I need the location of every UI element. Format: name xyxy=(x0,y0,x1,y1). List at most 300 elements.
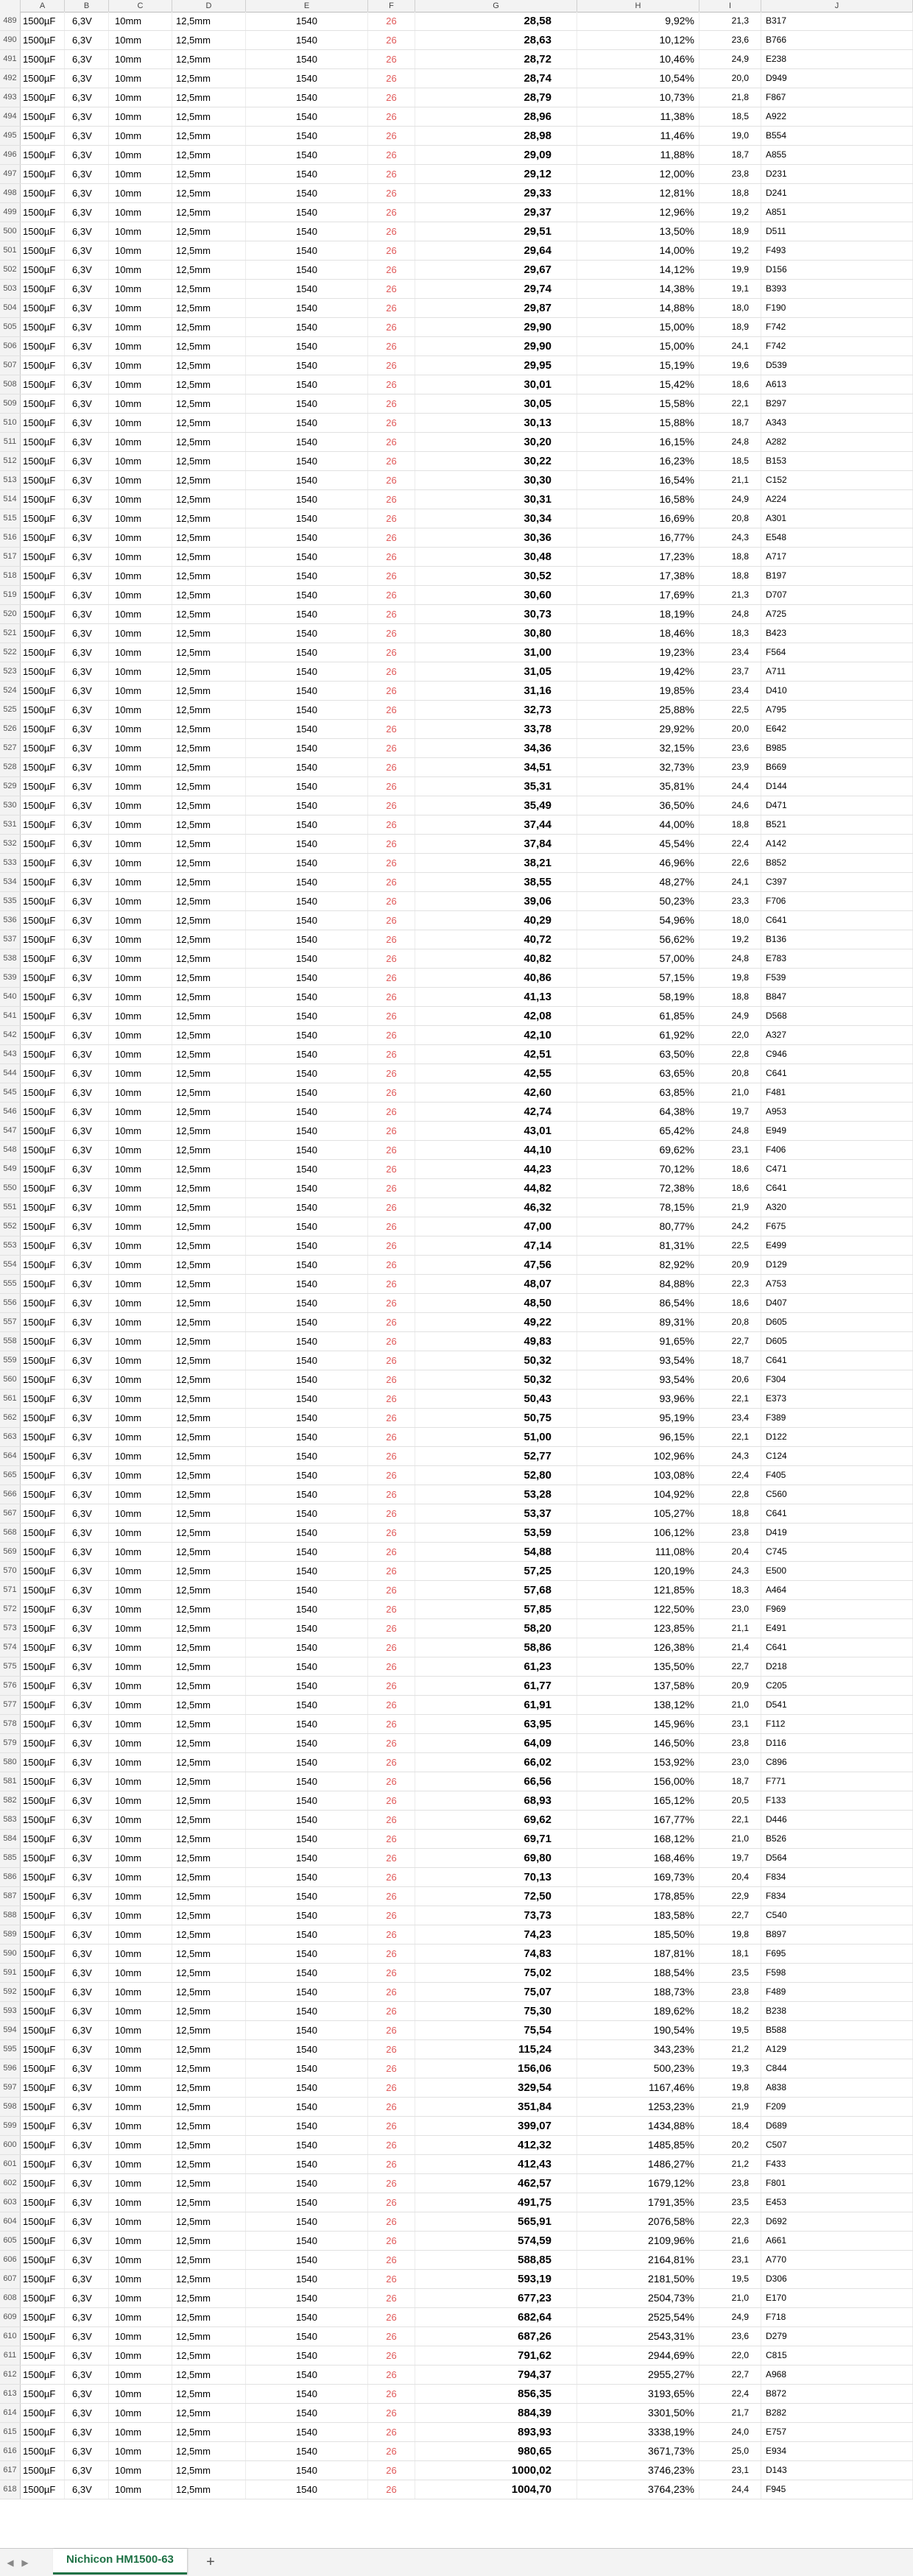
cell-c[interactable]: 10mm xyxy=(109,31,172,49)
cell-b[interactable]: 6,3V xyxy=(65,1964,109,1982)
cell-b[interactable]: 6,3V xyxy=(65,528,109,547)
cell-b[interactable]: 6,3V xyxy=(65,2308,109,2326)
cell-e[interactable]: 1540 xyxy=(246,1217,368,1236)
cell-b[interactable]: 6,3V xyxy=(65,1715,109,1733)
cell-e[interactable]: 1540 xyxy=(246,2385,368,2403)
cell-b[interactable]: 6,3V xyxy=(65,261,109,279)
cell-h[interactable]: 45,54% xyxy=(577,835,699,853)
cell-j[interactable]: D410 xyxy=(761,682,913,700)
cell-d[interactable]: 12,5mm xyxy=(172,414,246,432)
cell-h[interactable]: 82,92% xyxy=(577,1256,699,1274)
cell-e[interactable]: 1540 xyxy=(246,165,368,183)
cell-g[interactable]: 57,68 xyxy=(415,1581,577,1599)
cell-i[interactable]: 18,8 xyxy=(699,184,761,202)
cell-g[interactable]: 491,75 xyxy=(415,2193,577,2212)
row-number[interactable]: 580 xyxy=(0,1753,21,1772)
cell-a[interactable]: 1500µF xyxy=(21,2212,65,2231)
cell-i[interactable]: 23,8 xyxy=(699,1524,761,1542)
cell-b[interactable]: 6,3V xyxy=(65,1696,109,1714)
row-number[interactable]: 516 xyxy=(0,528,21,547)
cell-b[interactable]: 6,3V xyxy=(65,1734,109,1752)
cell-e[interactable]: 1540 xyxy=(246,2078,368,2097)
row-number[interactable]: 583 xyxy=(0,1811,21,1829)
cell-h[interactable]: 78,15% xyxy=(577,1198,699,1217)
cell-c[interactable]: 10mm xyxy=(109,2385,172,2403)
cell-j[interactable]: D707 xyxy=(761,586,913,604)
cell-f[interactable]: 26 xyxy=(368,873,415,891)
cell-i[interactable]: 23,1 xyxy=(699,1141,761,1159)
cell-a[interactable]: 1500µF xyxy=(21,1753,65,1772)
cell-b[interactable]: 6,3V xyxy=(65,1945,109,1963)
cell-b[interactable]: 6,3V xyxy=(65,1160,109,1178)
cell-a[interactable]: 1500µF xyxy=(21,777,65,796)
cell-e[interactable]: 1540 xyxy=(246,471,368,489)
cell-c[interactable]: 10mm xyxy=(109,222,172,241)
cell-f[interactable]: 26 xyxy=(368,1906,415,1925)
cell-e[interactable]: 1540 xyxy=(246,1141,368,1159)
cell-c[interactable]: 10mm xyxy=(109,1447,172,1465)
cell-b[interactable]: 6,3V xyxy=(65,1524,109,1542)
cell-g[interactable]: 42,10 xyxy=(415,1026,577,1044)
cell-e[interactable]: 1540 xyxy=(246,280,368,298)
cell-f[interactable]: 26 xyxy=(368,1466,415,1485)
cell-c[interactable]: 10mm xyxy=(109,1983,172,2001)
cell-d[interactable]: 12,5mm xyxy=(172,50,246,68)
cell-d[interactable]: 12,5mm xyxy=(172,184,246,202)
cell-b[interactable]: 6,3V xyxy=(65,1504,109,1523)
cell-f[interactable]: 26 xyxy=(368,337,415,355)
cell-h[interactable]: 3338,19% xyxy=(577,2423,699,2441)
row-number[interactable]: 559 xyxy=(0,1351,21,1370)
cell-c[interactable]: 10mm xyxy=(109,1734,172,1752)
cell-f[interactable]: 26 xyxy=(368,490,415,509)
cell-j[interactable]: D568 xyxy=(761,1007,913,1025)
cell-e[interactable]: 1540 xyxy=(246,12,368,30)
column-header-j[interactable]: J xyxy=(761,0,913,12)
cell-j[interactable]: D306 xyxy=(761,2270,913,2288)
cell-f[interactable]: 26 xyxy=(368,548,415,566)
cell-f[interactable]: 26 xyxy=(368,1390,415,1408)
cell-j[interactable]: F481 xyxy=(761,1083,913,1102)
cell-b[interactable]: 6,3V xyxy=(65,548,109,566)
cell-g[interactable]: 28,98 xyxy=(415,127,577,145)
cell-i[interactable]: 23,3 xyxy=(699,892,761,910)
cell-e[interactable]: 1540 xyxy=(246,2270,368,2288)
cell-a[interactable]: 1500µF xyxy=(21,12,65,30)
cell-f[interactable]: 26 xyxy=(368,643,415,662)
cell-j[interactable]: F675 xyxy=(761,1217,913,1236)
cell-h[interactable]: 17,38% xyxy=(577,567,699,585)
cell-d[interactable]: 12,5mm xyxy=(172,1811,246,1829)
cell-c[interactable]: 10mm xyxy=(109,643,172,662)
cell-c[interactable]: 10mm xyxy=(109,1275,172,1293)
row-number[interactable]: 593 xyxy=(0,2002,21,2020)
cell-c[interactable]: 10mm xyxy=(109,1638,172,1657)
cell-e[interactable]: 1540 xyxy=(246,1677,368,1695)
cell-c[interactable]: 10mm xyxy=(109,2136,172,2154)
row-number[interactable]: 505 xyxy=(0,318,21,336)
cell-c[interactable]: 10mm xyxy=(109,682,172,700)
cell-h[interactable]: 153,92% xyxy=(577,1753,699,1772)
cell-f[interactable]: 26 xyxy=(368,2021,415,2039)
cell-h[interactable]: 156,00% xyxy=(577,1772,699,1791)
cell-j[interactable]: C815 xyxy=(761,2346,913,2365)
cell-g[interactable]: 34,51 xyxy=(415,758,577,776)
cell-j[interactable]: A753 xyxy=(761,1275,913,1293)
cell-i[interactable]: 19,8 xyxy=(699,969,761,987)
cell-a[interactable]: 1500µF xyxy=(21,280,65,298)
cell-c[interactable]: 10mm xyxy=(109,567,172,585)
cell-e[interactable]: 1540 xyxy=(246,586,368,604)
cell-d[interactable]: 12,5mm xyxy=(172,1657,246,1676)
cell-c[interactable]: 10mm xyxy=(109,777,172,796)
row-number[interactable]: 519 xyxy=(0,586,21,604)
column-header-i[interactable]: I xyxy=(699,0,761,12)
cell-c[interactable]: 10mm xyxy=(109,720,172,738)
cell-e[interactable]: 1540 xyxy=(246,1562,368,1580)
cell-j[interactable]: D511 xyxy=(761,222,913,241)
cell-d[interactable]: 12,5mm xyxy=(172,2308,246,2326)
row-number[interactable]: 603 xyxy=(0,2193,21,2212)
cell-i[interactable]: 19,6 xyxy=(699,356,761,375)
cell-h[interactable]: 58,19% xyxy=(577,988,699,1006)
cell-b[interactable]: 6,3V xyxy=(65,2442,109,2460)
cell-h[interactable]: 2944,69% xyxy=(577,2346,699,2365)
cell-c[interactable]: 10mm xyxy=(109,548,172,566)
cell-f[interactable]: 26 xyxy=(368,1868,415,1886)
cell-g[interactable]: 28,74 xyxy=(415,69,577,88)
cell-c[interactable]: 10mm xyxy=(109,1619,172,1638)
cell-e[interactable]: 1540 xyxy=(246,1906,368,1925)
cell-c[interactable]: 10mm xyxy=(109,2098,172,2116)
cell-a[interactable]: 1500µF xyxy=(21,1122,65,1140)
cell-h[interactable]: 168,12% xyxy=(577,1830,699,1848)
cell-g[interactable]: 69,62 xyxy=(415,1811,577,1829)
cell-i[interactable]: 18,6 xyxy=(699,1179,761,1197)
cell-d[interactable]: 12,5mm xyxy=(172,911,246,930)
cell-i[interactable]: 22,7 xyxy=(699,2366,761,2384)
cell-b[interactable]: 6,3V xyxy=(65,2002,109,2020)
cell-g[interactable]: 412,43 xyxy=(415,2155,577,2173)
cell-f[interactable]: 26 xyxy=(368,1543,415,1561)
cell-g[interactable]: 47,00 xyxy=(415,1217,577,1236)
cell-i[interactable]: 24,2 xyxy=(699,1217,761,1236)
cell-i[interactable]: 20,4 xyxy=(699,1868,761,1886)
cell-h[interactable]: 19,85% xyxy=(577,682,699,700)
cell-h[interactable]: 343,23% xyxy=(577,2040,699,2059)
row-number[interactable]: 533 xyxy=(0,854,21,872)
cell-e[interactable]: 1540 xyxy=(246,892,368,910)
row-number[interactable]: 558 xyxy=(0,1332,21,1351)
cell-e[interactable]: 1540 xyxy=(246,739,368,757)
cell-j[interactable]: B852 xyxy=(761,854,913,872)
cell-c[interactable]: 10mm xyxy=(109,2404,172,2422)
cell-e[interactable]: 1540 xyxy=(246,988,368,1006)
cell-h[interactable]: 19,23% xyxy=(577,643,699,662)
cell-f[interactable]: 26 xyxy=(368,2366,415,2384)
cell-a[interactable]: 1500µF xyxy=(21,2423,65,2441)
row-number[interactable]: 517 xyxy=(0,548,21,566)
cell-f[interactable]: 26 xyxy=(368,1753,415,1772)
cell-b[interactable]: 6,3V xyxy=(65,2289,109,2307)
cell-e[interactable]: 1540 xyxy=(246,1064,368,1083)
cell-i[interactable]: 23,9 xyxy=(699,758,761,776)
cell-h[interactable]: 15,42% xyxy=(577,375,699,394)
cell-c[interactable]: 10mm xyxy=(109,2366,172,2384)
row-number[interactable]: 586 xyxy=(0,1868,21,1886)
cell-d[interactable]: 12,5mm xyxy=(172,1064,246,1083)
cell-c[interactable]: 10mm xyxy=(109,69,172,88)
cell-h[interactable]: 2504,73% xyxy=(577,2289,699,2307)
row-number[interactable]: 606 xyxy=(0,2251,21,2269)
cell-i[interactable]: 23,5 xyxy=(699,2193,761,2212)
cell-a[interactable]: 1500µF xyxy=(21,2404,65,2422)
cell-d[interactable]: 12,5mm xyxy=(172,1370,246,1389)
cell-h[interactable]: 16,58% xyxy=(577,490,699,509)
cell-d[interactable]: 12,5mm xyxy=(172,433,246,451)
cell-f[interactable]: 26 xyxy=(368,2002,415,2020)
cell-j[interactable]: D143 xyxy=(761,2461,913,2480)
cell-g[interactable]: 687,26 xyxy=(415,2327,577,2346)
row-number[interactable]: 528 xyxy=(0,758,21,776)
cell-a[interactable]: 1500µF xyxy=(21,490,65,509)
cell-j[interactable]: D949 xyxy=(761,69,913,88)
cell-a[interactable]: 1500µF xyxy=(21,1409,65,1427)
cell-e[interactable]: 1540 xyxy=(246,1179,368,1197)
cell-j[interactable]: E373 xyxy=(761,1390,913,1408)
cell-j[interactable]: D564 xyxy=(761,1849,913,1867)
cell-d[interactable]: 12,5mm xyxy=(172,1179,246,1197)
cell-g[interactable]: 30,13 xyxy=(415,414,577,432)
row-number[interactable]: 504 xyxy=(0,299,21,317)
cell-a[interactable]: 1500µF xyxy=(21,299,65,317)
cell-j[interactable]: C507 xyxy=(761,2136,913,2154)
cell-e[interactable]: 1540 xyxy=(246,414,368,432)
cell-a[interactable]: 1500µF xyxy=(21,318,65,336)
cell-f[interactable]: 26 xyxy=(368,107,415,126)
cell-j[interactable]: A464 xyxy=(761,1581,913,1599)
cell-c[interactable]: 10mm xyxy=(109,12,172,30)
cell-i[interactable]: 18,4 xyxy=(699,2117,761,2135)
cell-g[interactable]: 677,23 xyxy=(415,2289,577,2307)
row-number[interactable]: 540 xyxy=(0,988,21,1006)
cell-e[interactable]: 1540 xyxy=(246,2155,368,2173)
cell-a[interactable]: 1500µF xyxy=(21,2078,65,2097)
cell-d[interactable]: 12,5mm xyxy=(172,1390,246,1408)
cell-h[interactable]: 15,19% xyxy=(577,356,699,375)
cell-b[interactable]: 6,3V xyxy=(65,662,109,681)
cell-i[interactable]: 22,4 xyxy=(699,2385,761,2403)
cell-f[interactable]: 26 xyxy=(368,2308,415,2326)
cell-f[interactable]: 26 xyxy=(368,1428,415,1446)
cell-e[interactable]: 1540 xyxy=(246,1083,368,1102)
cell-h[interactable]: 17,23% xyxy=(577,548,699,566)
cell-b[interactable]: 6,3V xyxy=(65,241,109,260)
cell-i[interactable]: 18,6 xyxy=(699,375,761,394)
cell-e[interactable]: 1540 xyxy=(246,1753,368,1772)
row-number[interactable]: 518 xyxy=(0,567,21,585)
cell-b[interactable]: 6,3V xyxy=(65,758,109,776)
row-number[interactable]: 588 xyxy=(0,1906,21,1925)
cell-i[interactable]: 22,3 xyxy=(699,1275,761,1293)
cell-f[interactable]: 26 xyxy=(368,414,415,432)
cell-f[interactable]: 26 xyxy=(368,1256,415,1274)
cell-a[interactable]: 1500µF xyxy=(21,471,65,489)
cell-g[interactable]: 40,29 xyxy=(415,911,577,930)
cell-h[interactable]: 18,19% xyxy=(577,605,699,623)
cell-b[interactable]: 6,3V xyxy=(65,2098,109,2116)
cell-f[interactable]: 26 xyxy=(368,796,415,815)
cell-j[interactable]: D471 xyxy=(761,796,913,815)
cell-g[interactable]: 64,09 xyxy=(415,1734,577,1752)
cell-c[interactable]: 10mm xyxy=(109,184,172,202)
cell-b[interactable]: 6,3V xyxy=(65,184,109,202)
cell-i[interactable]: 24,8 xyxy=(699,949,761,968)
cell-j[interactable]: A725 xyxy=(761,605,913,623)
row-number[interactable]: 536 xyxy=(0,911,21,930)
cell-a[interactable]: 1500µF xyxy=(21,261,65,279)
cell-f[interactable]: 26 xyxy=(368,1409,415,1427)
cell-h[interactable]: 1486,27% xyxy=(577,2155,699,2173)
cell-a[interactable]: 1500µF xyxy=(21,2002,65,2020)
cell-a[interactable]: 1500µF xyxy=(21,337,65,355)
cell-g[interactable]: 29,51 xyxy=(415,222,577,241)
cell-j[interactable]: F112 xyxy=(761,1715,913,1733)
cell-c[interactable]: 10mm xyxy=(109,1677,172,1695)
cell-c[interactable]: 10mm xyxy=(109,701,172,719)
row-number[interactable]: 524 xyxy=(0,682,21,700)
cell-e[interactable]: 1540 xyxy=(246,1390,368,1408)
cell-h[interactable]: 104,92% xyxy=(577,1485,699,1504)
cell-i[interactable]: 18,6 xyxy=(699,1160,761,1178)
cell-a[interactable]: 1500µF xyxy=(21,165,65,183)
row-number[interactable]: 545 xyxy=(0,1083,21,1102)
row-number[interactable]: 526 xyxy=(0,720,21,738)
cell-g[interactable]: 856,35 xyxy=(415,2385,577,2403)
cell-i[interactable]: 22,7 xyxy=(699,1657,761,1676)
cell-c[interactable]: 10mm xyxy=(109,2059,172,2078)
cell-a[interactable]: 1500µF xyxy=(21,1772,65,1791)
cell-h[interactable]: 2164,81% xyxy=(577,2251,699,2269)
cell-g[interactable]: 30,30 xyxy=(415,471,577,489)
cell-f[interactable]: 26 xyxy=(368,2346,415,2365)
cell-d[interactable]: 12,5mm xyxy=(172,2021,246,2039)
cell-c[interactable]: 10mm xyxy=(109,394,172,413)
cell-b[interactable]: 6,3V xyxy=(65,1887,109,1906)
cell-j[interactable]: A282 xyxy=(761,433,913,451)
cell-i[interactable]: 24,1 xyxy=(699,337,761,355)
cell-g[interactable]: 53,59 xyxy=(415,1524,577,1542)
cell-c[interactable]: 10mm xyxy=(109,1925,172,1944)
cell-e[interactable]: 1540 xyxy=(246,2251,368,2269)
cell-d[interactable]: 12,5mm xyxy=(172,1772,246,1791)
cell-c[interactable]: 10mm xyxy=(109,2461,172,2480)
cell-j[interactable]: F493 xyxy=(761,241,913,260)
cell-j[interactable]: D218 xyxy=(761,1657,913,1676)
cell-b[interactable]: 6,3V xyxy=(65,165,109,183)
cell-h[interactable]: 46,96% xyxy=(577,854,699,872)
cell-d[interactable]: 12,5mm xyxy=(172,2002,246,2020)
cell-c[interactable]: 10mm xyxy=(109,835,172,853)
row-number[interactable]: 541 xyxy=(0,1007,21,1025)
cell-d[interactable]: 12,5mm xyxy=(172,1007,246,1025)
cell-b[interactable]: 6,3V xyxy=(65,2423,109,2441)
cell-b[interactable]: 6,3V xyxy=(65,1543,109,1561)
cell-b[interactable]: 6,3V xyxy=(65,2232,109,2250)
row-number[interactable]: 509 xyxy=(0,394,21,413)
cell-d[interactable]: 12,5mm xyxy=(172,1294,246,1312)
cell-i[interactable]: 24,3 xyxy=(699,1447,761,1465)
cell-i[interactable]: 21,9 xyxy=(699,1198,761,1217)
cell-b[interactable]: 6,3V xyxy=(65,1906,109,1925)
cell-e[interactable]: 1540 xyxy=(246,1313,368,1331)
row-number[interactable]: 610 xyxy=(0,2327,21,2346)
cell-f[interactable]: 26 xyxy=(368,1964,415,1982)
cell-c[interactable]: 10mm xyxy=(109,1466,172,1485)
cell-c[interactable]: 10mm xyxy=(109,662,172,681)
cell-b[interactable]: 6,3V xyxy=(65,356,109,375)
cell-d[interactable]: 12,5mm xyxy=(172,203,246,222)
cell-c[interactable]: 10mm xyxy=(109,586,172,604)
cell-a[interactable]: 1500µF xyxy=(21,2136,65,2154)
row-number[interactable]: 552 xyxy=(0,1217,21,1236)
cell-e[interactable]: 1540 xyxy=(246,1198,368,1217)
cell-a[interactable]: 1500µF xyxy=(21,1638,65,1657)
cell-b[interactable]: 6,3V xyxy=(65,490,109,509)
cell-b[interactable]: 6,3V xyxy=(65,2174,109,2193)
cell-a[interactable]: 1500µF xyxy=(21,1160,65,1178)
cell-c[interactable]: 10mm xyxy=(109,1485,172,1504)
cell-f[interactable]: 26 xyxy=(368,1103,415,1121)
cell-a[interactable]: 1500µF xyxy=(21,356,65,375)
row-number[interactable]: 594 xyxy=(0,2021,21,2039)
cell-i[interactable]: 21,8 xyxy=(699,88,761,107)
cell-e[interactable]: 1540 xyxy=(246,1696,368,1714)
cell-f[interactable]: 26 xyxy=(368,280,415,298)
cell-e[interactable]: 1540 xyxy=(246,1409,368,1427)
cell-g[interactable]: 51,00 xyxy=(415,1428,577,1446)
cell-a[interactable]: 1500µF xyxy=(21,414,65,432)
cell-i[interactable]: 20,6 xyxy=(699,1370,761,1389)
row-number[interactable]: 511 xyxy=(0,433,21,451)
cell-f[interactable]: 26 xyxy=(368,835,415,853)
cell-a[interactable]: 1500µF xyxy=(21,1083,65,1102)
column-header-h[interactable]: H xyxy=(577,0,699,12)
cell-f[interactable]: 26 xyxy=(368,1198,415,1217)
cell-e[interactable]: 1540 xyxy=(246,1715,368,1733)
cell-c[interactable]: 10mm xyxy=(109,2078,172,2097)
cell-c[interactable]: 10mm xyxy=(109,471,172,489)
cell-h[interactable]: 14,38% xyxy=(577,280,699,298)
cell-j[interactable]: D122 xyxy=(761,1428,913,1446)
row-number[interactable]: 618 xyxy=(0,2480,21,2499)
cell-h[interactable]: 56,62% xyxy=(577,930,699,949)
cell-g[interactable]: 66,56 xyxy=(415,1772,577,1791)
row-number[interactable]: 570 xyxy=(0,1562,21,1580)
cell-e[interactable]: 1540 xyxy=(246,356,368,375)
cell-j[interactable]: F489 xyxy=(761,1983,913,2001)
cell-j[interactable]: D419 xyxy=(761,1524,913,1542)
cell-g[interactable]: 46,32 xyxy=(415,1198,577,1217)
cell-e[interactable]: 1540 xyxy=(246,50,368,68)
cell-d[interactable]: 12,5mm xyxy=(172,624,246,643)
cell-f[interactable]: 26 xyxy=(368,2423,415,2441)
cell-g[interactable]: 29,33 xyxy=(415,184,577,202)
cell-i[interactable]: 24,9 xyxy=(699,2308,761,2326)
cell-f[interactable]: 26 xyxy=(368,701,415,719)
cell-e[interactable]: 1540 xyxy=(246,1370,368,1389)
cell-c[interactable]: 10mm xyxy=(109,1064,172,1083)
